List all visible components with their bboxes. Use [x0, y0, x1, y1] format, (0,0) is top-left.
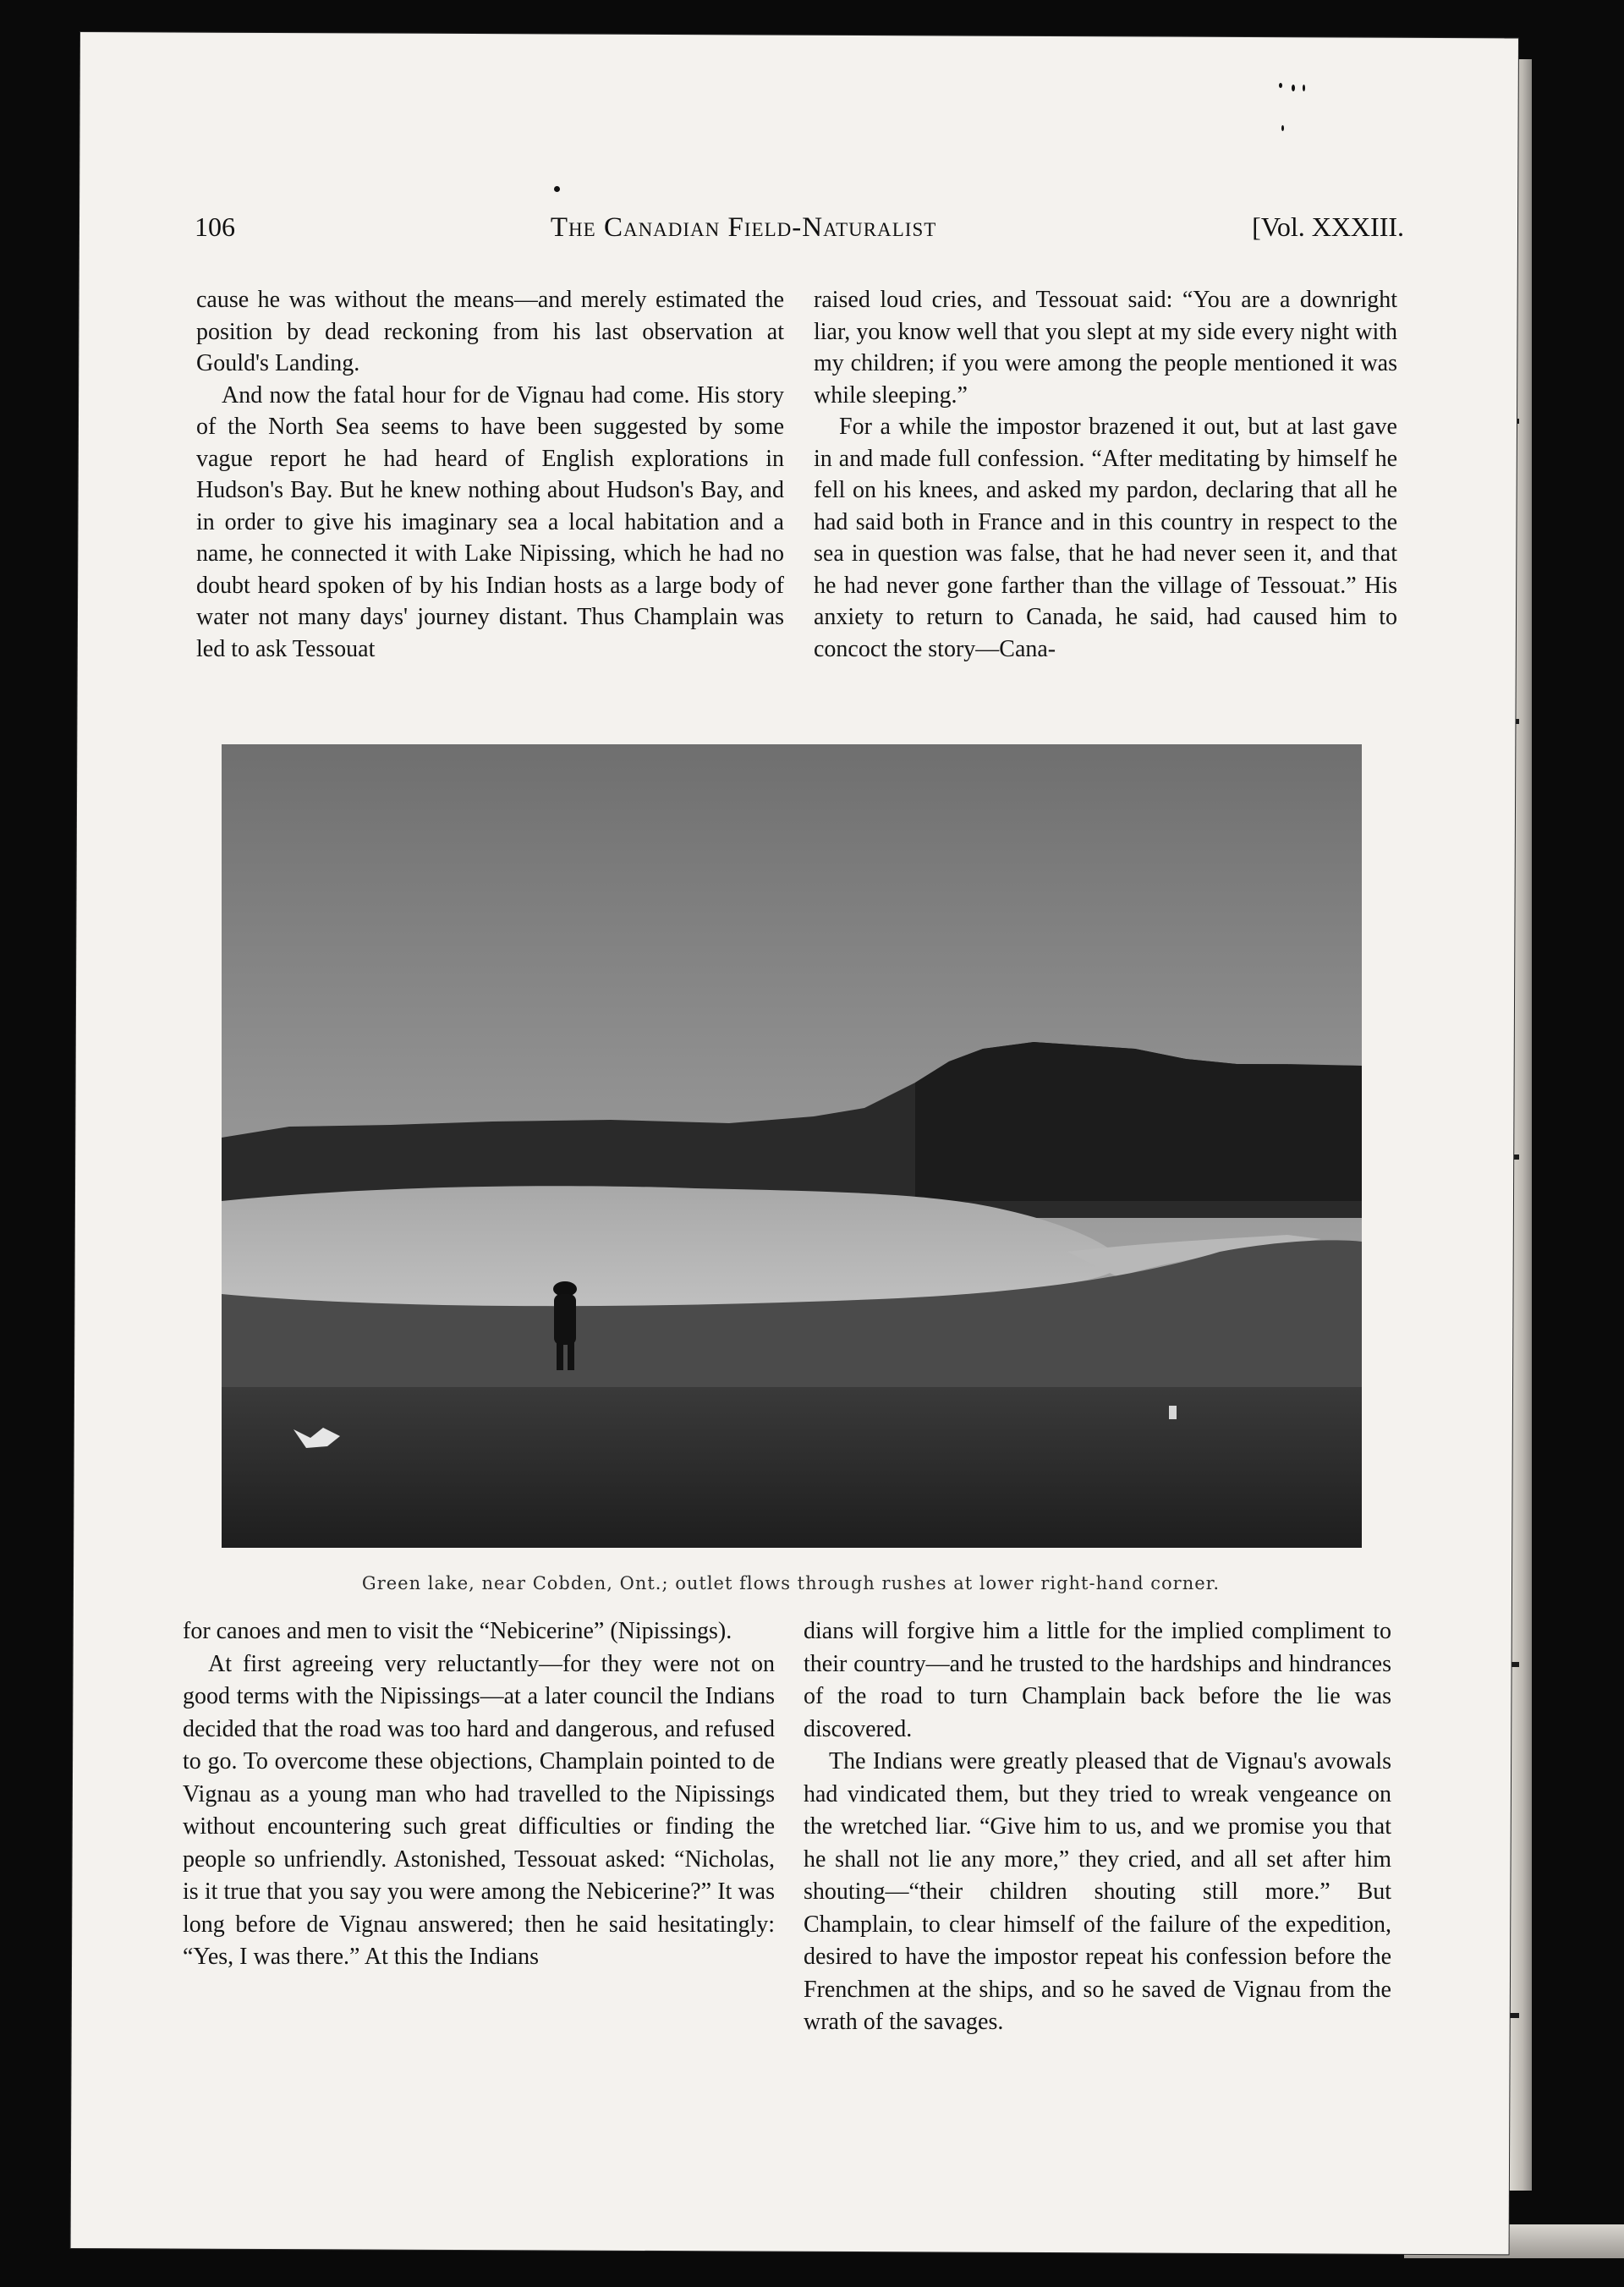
paragraph: cause he was without the means—and merely estimated the position by dead reckoning from his last observation at Gould's Landing.: [196, 287, 784, 376]
paragraph: The Indians were greatly pleased that de Vignau's avowals had vindicated them, but they tried to wreak vengeance on the wretched liar. “Give him to us, and we promise you that he shall not lie any more,” they cried, and all set after him shouting—“their children shouting still more.” But Champlain, to clear himself of the failure of the expedition, desired to have the impostor repeat his confession before the Frenchmen at the ships, and so he saved de Vignau from the wrath of the savages.: [804, 1748, 1391, 2035]
scan-speck: [1303, 85, 1305, 91]
scan-speck: [1279, 83, 1282, 88]
paragraph: raised loud cries, and Tessouat said: “You are a downright liar, you know well that you slept at my side every night with my children; if you were among the people mentioned it was while sleeping.”: [814, 287, 1397, 409]
column-bottom-right: [804, 1615, 1391, 2039]
paragraph: And now the fatal hour for de Vignau had come. His story of the North Sea seems to have been suggested by some vague report he had heard of English explorations in Hudson's Bay. But he knew nothing about Hudson's Bay, and in order to give his imaginary sea a local habitation and a name, he connected it with Lake Nipissing, which he had no doubt heard spoken of by his Indian hosts as a large body of water not many days' journey distant. Thus Champlain was led to ask Tessouat: [196, 381, 784, 662]
column-top-right: [814, 284, 1397, 665]
scan-speck: [554, 186, 560, 192]
lake-photograph: [222, 744, 1362, 1548]
column-bottom-left: [183, 1615, 775, 1974]
paragraph: for canoes and men to visit the “Nebicerine” (Nipissings).: [183, 1618, 732, 1644]
paragraph: dians will forgive him a little for the implied compliment to their country—and he trusted to the hardships and hindrances of the road to turn Champlain back before the lie was discovered.: [804, 1618, 1391, 1742]
journal-title: The Canadian Field-Naturalist: [550, 212, 937, 243]
column-top-left: [196, 284, 784, 665]
volume-label: [Vol. XXXIII.: [1252, 211, 1404, 242]
paragraph: At first agreeing very reluctantly—for they were not on good terms with the Nipissings—at a later council the Indians decided that the road was too hard and dangerous, and refused to go. To overcome these objections, Champlain pointed to de Vignau as a young man who had travelled to the Nipissings without encountering such great difficulties or finding the people so unfriendly. Astonished, Tessouat asked: “Nicholas, is it true that you say you were among the Nebicerine?” It was long before de Vignau answered; then he said hesitatingly: “Yes, I was there.” At this the Indians: [183, 1650, 775, 1970]
scan-speck: [1281, 125, 1284, 131]
figure-caption: Green lake, near Cobden, Ont.; outlet flows through rushes at lower right-hand corner.: [361, 1573, 1221, 1593]
running-header: [195, 211, 1404, 254]
scan-speck: [1292, 85, 1295, 91]
page-number: 106: [195, 211, 235, 242]
paragraph: For a while the impostor brazened it out, but at last gave in and made full confession. “After meditating by himself he fell on his knees, and asked my pardon, declaring that all he had said both in France and in this country in respect to the sea in question was false, that he had never seen it, and that he had never gone farther than the village of Tessouat.” His anxiety to return to Canada, he said, had caused him to concoct the story—Cana-: [814, 414, 1397, 662]
photo-image: [222, 744, 1362, 1548]
